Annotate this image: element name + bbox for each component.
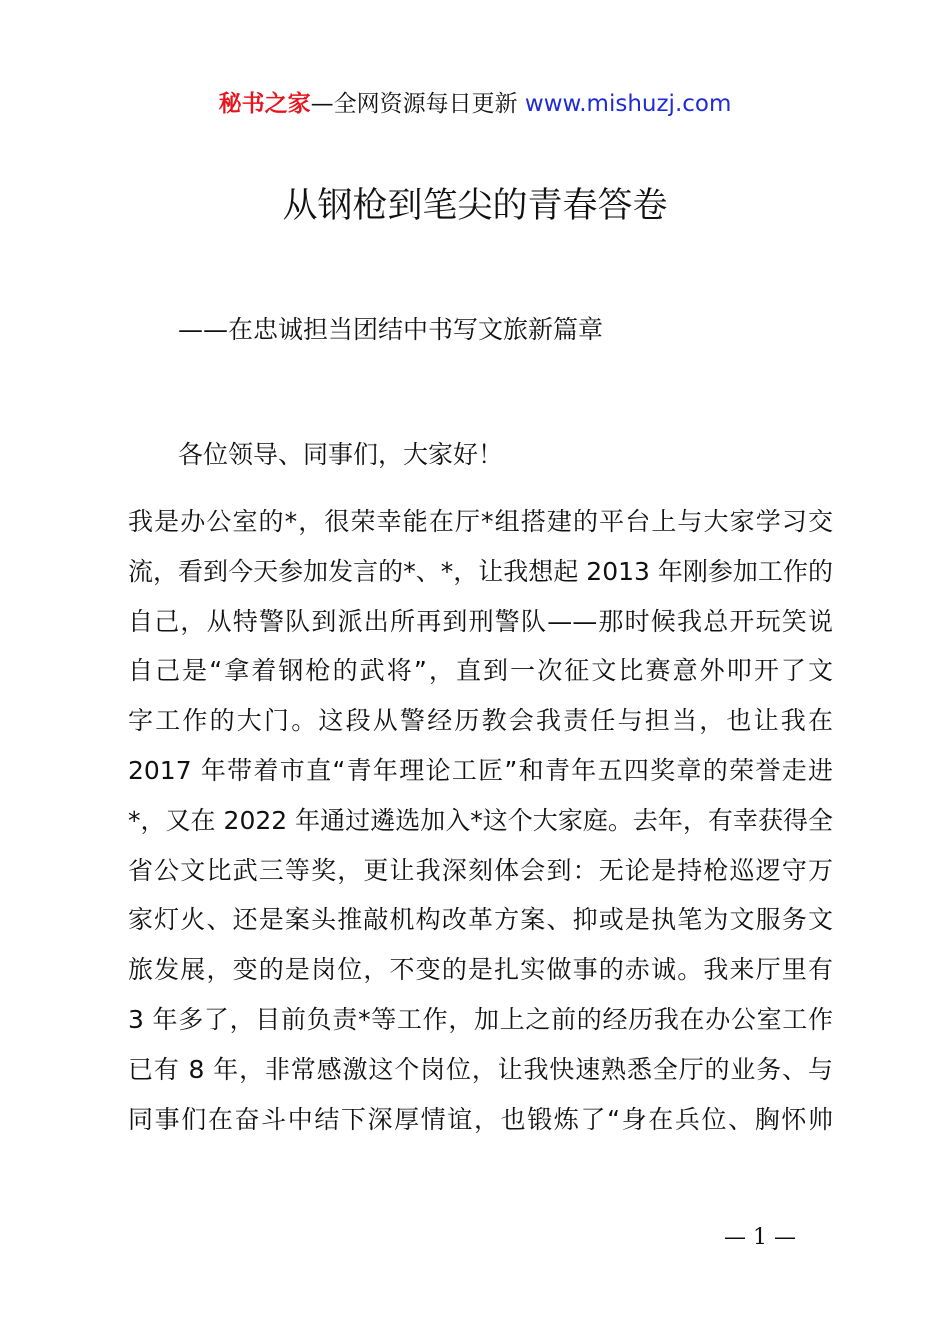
document-title: 从钢枪到笔尖的青春答卷: [282, 186, 668, 226]
body-line: 自己，从特警队到派出所再到刑警队——那时候我总开玩笑说: [128, 606, 833, 636]
body-line: *，又在 2022 年通过遴选加入*这个大家庭。去年，有幸获得全: [128, 805, 833, 835]
site-header: [0, 88, 950, 120]
site-url-link[interactable]: www.mishuzj.com: [524, 91, 732, 117]
body-line: 自己是“拿着钢枪的武将”，直到一次征文比赛意外叩开了文: [128, 656, 833, 686]
greeting-line: 各位领导、同事们，大家好！: [178, 440, 504, 469]
body-line: 字工作的大门。这段从警经历教会我责任与担当，也让我在: [128, 706, 833, 736]
body-line: 旅发展，变的是岗位，不变的是扎实做事的赤诚。我来厅里有: [128, 955, 833, 985]
body-line: 省公文比武三等奖，更让我深刻体会到：无论是持枪巡逻守万: [128, 855, 833, 885]
body-line: 同事们在奋斗中结下深厚情谊，也锻炼了“身在兵位、胸怀帅: [128, 1104, 833, 1134]
document-subtitle: ——在忠诚担当团结中书写文旅新篇章: [178, 315, 604, 344]
body-line: 我是办公室的*，很荣幸能在厅*组搭建的平台上与大家学习交: [128, 507, 833, 536]
body-line: 流，看到今天参加发言的*、*，让我想起 2013 年刚参加工作的: [128, 556, 833, 586]
body-line: 2017 年带着市直“青年理论工匠”和青年五四奖章的荣誉走进: [128, 755, 833, 785]
page-number: — 1 —: [724, 1225, 796, 1250]
site-brand: 秘书之家: [218, 91, 311, 117]
body-paragraph: [128, 497, 833, 1144]
body-line: 3 年多了，目前负责*等工作，加上之前的经历我在办公室工作: [128, 1004, 833, 1034]
body-line: 家灯火、还是案头推敲机构改革方案、抑或是执笔为文服务文: [128, 905, 833, 935]
body-line: 已有 8 年，非常感激这个岗位，让我快速熟悉全厅的业务、与: [128, 1054, 833, 1084]
site-slogan: —全网资源每日更新: [310, 91, 518, 117]
